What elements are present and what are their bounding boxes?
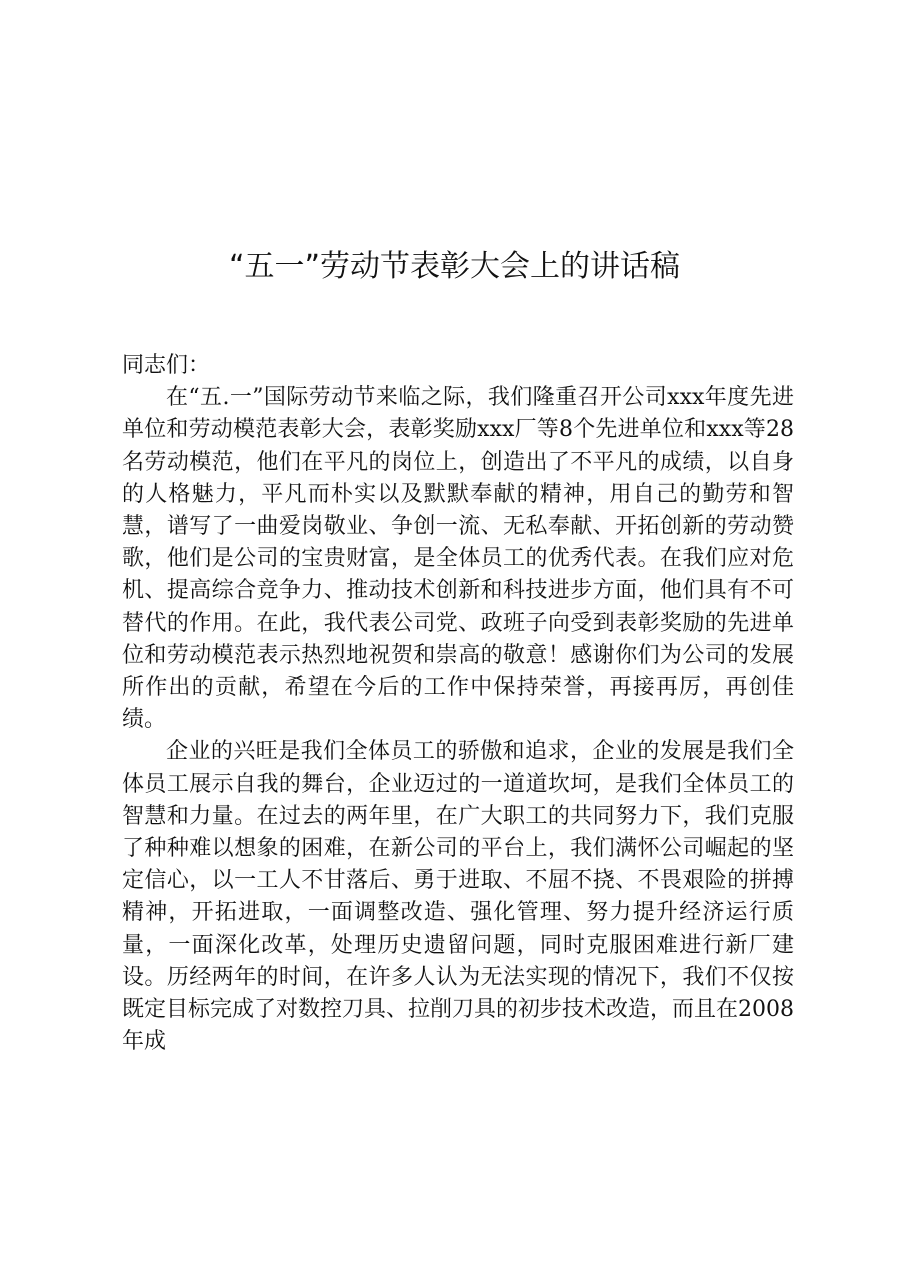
paragraph-2: 企业的兴旺是我们全体员工的骄傲和追求，企业的发展是我们全体员工展示自我的舞台，企业迈过的一道道坎坷，是我们全体员工的智慧和力量。在过去的两年里，在广大职工的共同努力下，我们克服了种种难以想象的困难，在新公司的平台上，我们满怀公司崛起的坚定信心，以一工人不甘落后、勇于进取、不屈不挠、不畏艰险的拼搏精神，开拓进取，一面调整改造、强化管理、努力提升经济运行质量，一面深化改革，处理历史遗留问题，同时克服困难进行新厂建设。历经两年的时间，在许多人认为无法实现的情况下，我们不仅按既定目标完成了对数控刀具、拉削刀具的初步技术改造，而且在2008年成 xyxy=(122,739,794,1055)
salutation: 同志们： xyxy=(122,353,211,378)
document-body xyxy=(122,350,794,1058)
paragraph-1: 在“五.一”国际劳动节来临之际，我们隆重召开公司xxx年度先进单位和劳动模范表彰大会，表彰奖励xxx厂等8个先进单位和xxx等28名劳动模范，他们在平凡的岗位上，创造出了不平凡的成绩，以自身的人格魅力，平凡而朴实以及默默奉献的精神，用自己的勤劳和智慧，谱写了一曲爱岗敬业、争创一流、无私奉献、开拓创新的劳动赞歌，他们是公司的宝贵财富，是全体员工的优秀代表。在我们应对危机、提高综合竞争力、推动技术创新和科技进步方面，他们具有不可替代的作用。在此，我代表公司党、政班子向受到表彰奖励的先进单位和劳动模范表示热烈地祝贺和崇高的敬意！感谢你们为公司的发展所作出的贡献，希望在今后的工作中保持荣誉，再接再厉，再创佳绩。 xyxy=(122,385,794,733)
document-title: “五一”劳动节表彰大会上的讲话稿 xyxy=(228,249,681,284)
